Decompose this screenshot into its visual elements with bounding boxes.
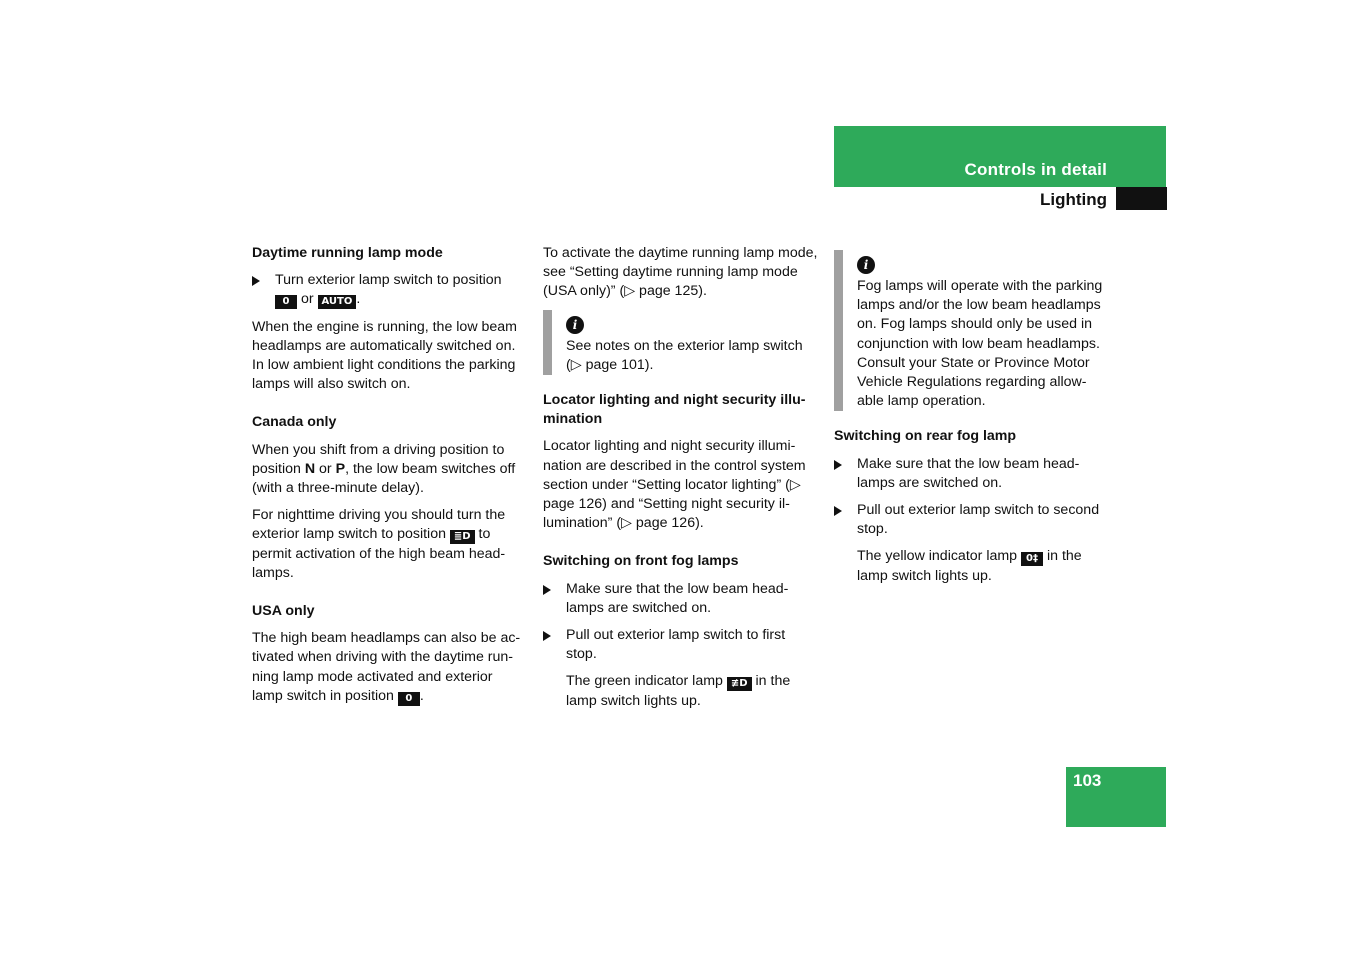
bullet-triangle-icon bbox=[834, 460, 842, 470]
paragraph-green-indicator: The green indicator lamp ≢D in the lamp switch lights up. bbox=[566, 673, 791, 709]
bullet-triangle-icon bbox=[252, 276, 260, 286]
paragraph-engine-running: When the engine is running, the low beam headlamps are automatically switched on. In low ambient light conditions the parking lamps will also switch on. bbox=[252, 318, 517, 393]
info-note-exterior-switch: i See notes on the exterior lamp switch (▷ page 101). bbox=[543, 310, 819, 375]
paragraph-usa: The high beam headlamps can also be ac-tivated when driving with the daytime run-ning lamp mode activated and exterior lamp switch in position 0 . bbox=[252, 630, 521, 704]
column-2 bbox=[543, 244, 819, 719]
heading-front-fog: Switching on front fog lamps bbox=[543, 553, 739, 570]
paragraph-yellow-indicator: The yellow indicator lamp 0‡ in the lamp switch lights up. bbox=[857, 548, 1082, 584]
heading-daytime-running: Daytime running lamp mode bbox=[252, 245, 443, 261]
bullet-triangle-icon bbox=[543, 585, 551, 595]
subsection-marker bbox=[1116, 187, 1167, 210]
switch-position-0-icon: 0 bbox=[275, 295, 297, 309]
paragraph-canada: When you shift from a driving position to position N or P, the low beam switches off (with a three-minute delay). bbox=[252, 441, 516, 497]
subsection-title: Lighting bbox=[1039, 190, 1107, 209]
paragraph-locator-lighting: Locator lighting and night security illumi-nation are described in the control system section under “Setting locator lighting” (▷ page 126) and “Setting night security il-lumination” (▷ page 126). bbox=[543, 438, 806, 532]
instruction-pull-first-stop: Pull out exterior lamp switch to first stop. bbox=[543, 626, 819, 664]
switch-position-auto-icon: AUTO bbox=[318, 295, 357, 309]
heading-locator-lighting: Locator lighting and night security illu-mination bbox=[543, 392, 806, 428]
page-number-box bbox=[1066, 767, 1166, 827]
low-beam-icon: ≣D bbox=[450, 530, 475, 544]
paragraph-nighttime: For nighttime driving you should turn the exterior lamp switch to position ≣D to permit activation of the high beam head-lamps. bbox=[252, 507, 506, 581]
info-note-fog-lamps: i Fog lamps will operate with the parking lamps and/or the low beam headlamps on. Fog lamps should only be used in conjunction with low beam headlamps. Consult your State or Province Motor Vehicle Regulations regarding allow-able lamp operation. bbox=[834, 250, 1110, 411]
bullet-triangle-icon bbox=[543, 631, 551, 641]
section-header bbox=[834, 126, 1166, 187]
rear-fog-lamp-icon: 0‡ bbox=[1021, 552, 1043, 566]
info-icon: i bbox=[566, 316, 584, 334]
info-icon: i bbox=[857, 256, 875, 274]
instruction-pull-second-stop: Pull out exterior lamp switch to second stop. bbox=[834, 501, 1110, 539]
section-title: Controls in detail bbox=[964, 160, 1107, 179]
info-bar bbox=[543, 310, 552, 375]
instruction-low-beam-on: Make sure that the low beam head-lamps are switched on. bbox=[543, 580, 819, 618]
column-1 bbox=[252, 244, 526, 714]
column-3 bbox=[834, 244, 1110, 594]
info-bar bbox=[834, 250, 843, 411]
instruction-low-beam-on: Make sure that the low beam head-lamps are switched on. bbox=[834, 455, 1110, 493]
page-number: 103 bbox=[1073, 771, 1102, 790]
heading-rear-fog: Switching on rear fog lamp bbox=[834, 428, 1017, 445]
bullet-triangle-icon bbox=[834, 506, 842, 516]
front-fog-lamp-icon: ≢D bbox=[727, 677, 752, 691]
paragraph-activate-daytime: To activate the daytime running lamp mode, see “Setting daytime running lamp mode (USA only)” (▷ page 125). bbox=[543, 245, 818, 300]
heading-usa-only: USA only bbox=[252, 603, 315, 620]
instruction-turn-switch: Turn exterior lamp switch to position 0 or AUTO . bbox=[252, 271, 526, 309]
heading-canada-only: Canada only bbox=[252, 414, 337, 431]
switch-position-0-icon: 0 bbox=[398, 692, 420, 706]
